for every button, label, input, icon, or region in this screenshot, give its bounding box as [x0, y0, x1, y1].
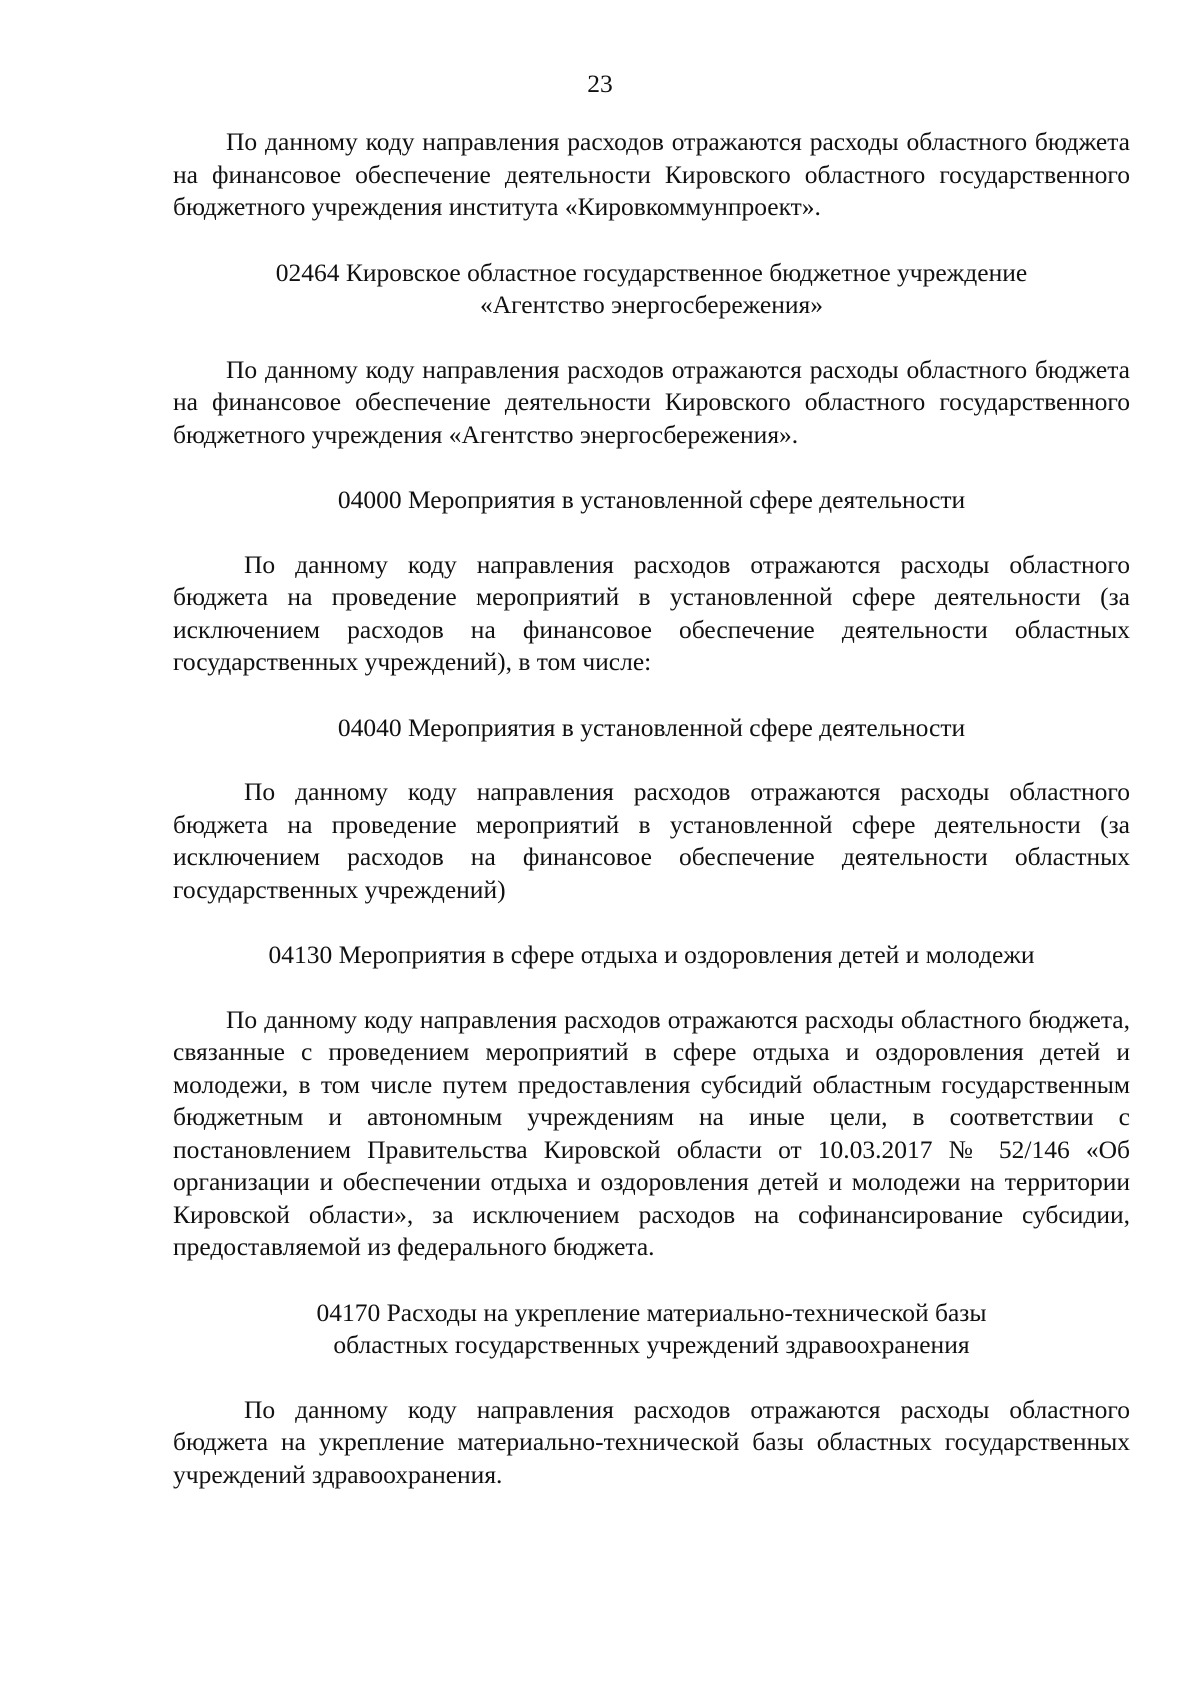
- heading-line: 04130 Мероприятия в сфере отдыха и оздоровления детей и молодежи: [268, 940, 1035, 969]
- paragraph-04040: По данному коду направления расходов отражаются расходы областного бюджета на проведение мероприятий в установленной сфере деятельности (за исключением расходов на финансовое обеспечение деятельности областных государственных учреждений): [173, 777, 1130, 904]
- heading-line: областных государственных учреждений здравоохранения: [333, 1330, 970, 1359]
- paragraph-04130: По данному коду направления расходов отражаются расходы областного бюджета, связанные с проведением мероприятий в сфере отдыха и оздоровления детей и молодежи, в том числе путем предоставления субсидий областным государственным бюджетным и автономным учреждениям на иные цели, в соответствии с постановлением Правительства Кировской области от 10.03.2017 № 52/146 «Об организации и обеспечении отдыха и оздоровления детей и молодежи на территории Кировской области», за исключением расходов на софинансирование субсидии, предоставляемой из федерального бюджета.: [173, 1004, 1130, 1261]
- heading-line: «Агентство энергосбережения»: [479, 290, 824, 319]
- paragraph-04170: По данному коду направления расходов отражаются расходы областного бюджета на укрепление материально-технической базы областных государственных учреждений здравоохранения.: [173, 1394, 1130, 1489]
- heading-line: 04040 Мероприятия в установленной сфере деятельности: [337, 712, 966, 742]
- heading-line: 04000 Мероприятия в установленной сфере деятельности: [337, 485, 966, 514]
- heading-02464: [173, 257, 1130, 322]
- heading-04130: [173, 939, 1130, 972]
- heading-line: 04170 Расходы на укрепление материально-технической базы: [316, 1297, 987, 1327]
- heading-04170: [173, 1297, 1130, 1362]
- heading-line: 02464 Кировское областное государственное бюджетное учреждение: [275, 257, 1028, 287]
- document-body: [173, 126, 1130, 1491]
- paragraph-kirovkommunproekt: По данному коду направления расходов отражаются расходы областного бюджета на финансовое обеспечение деятельности Кировского областного государственного бюджетного учреждения института «Кировкоммунпроект».: [173, 127, 1130, 221]
- heading-04000: [173, 484, 1130, 517]
- heading-04040: [173, 712, 1130, 745]
- paragraph-04000: По данному коду направления расходов отражаются расходы областного бюджета на проведение мероприятий в установленной сфере деятельности (за исключением расходов на финансовое обеспечение деятельности областных государственных учреждений), в том числе:: [173, 549, 1130, 676]
- paragraph-energy-agency: По данному коду направления расходов отражаются расходы областного бюджета на финансовое обеспечение деятельности Кировского областного государственного бюджетного учреждения «Агентство энергосбережения».: [173, 354, 1130, 449]
- page-number: 23: [587, 69, 613, 98]
